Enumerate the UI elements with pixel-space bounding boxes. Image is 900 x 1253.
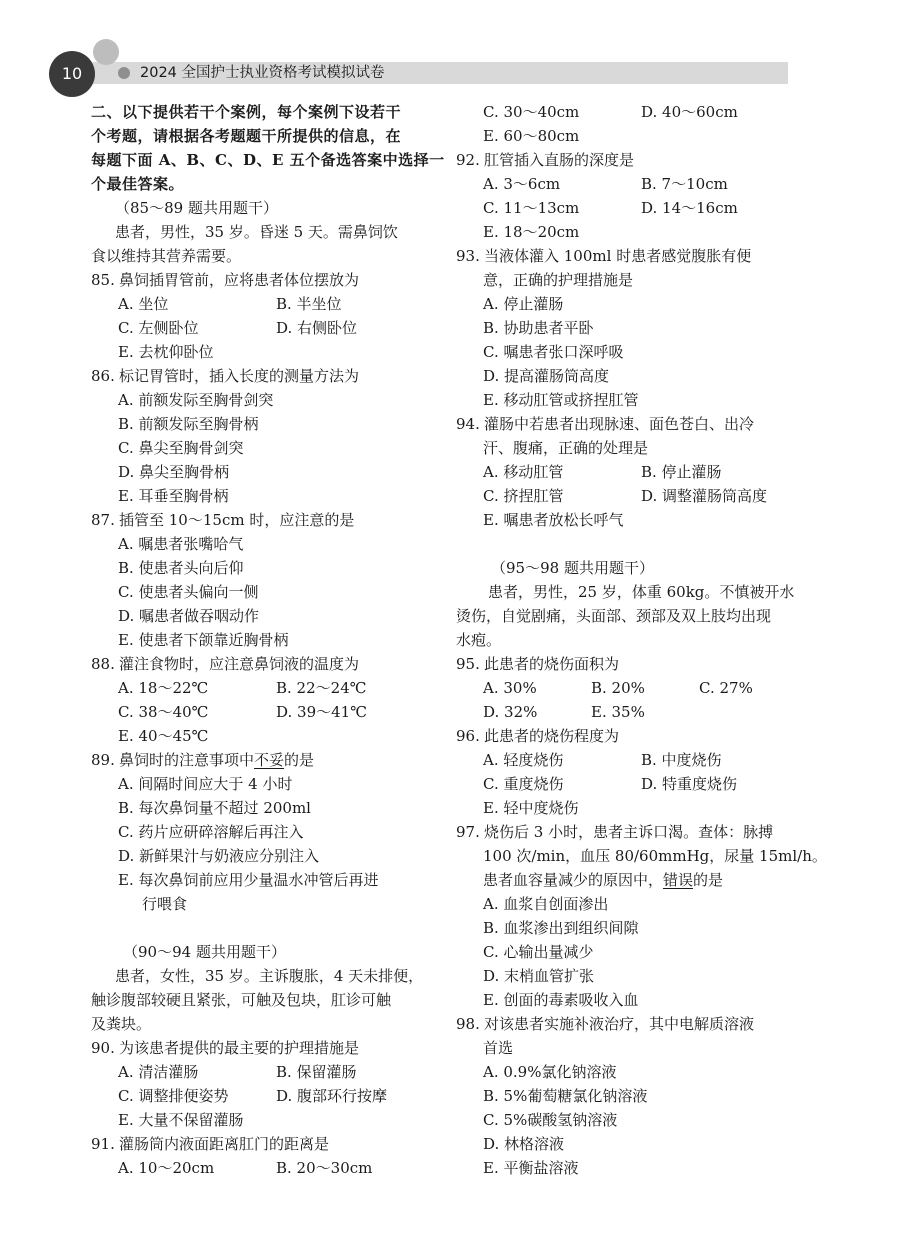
- question-number: 92.: [456, 151, 480, 169]
- option-d[interactable]: D. 特重度烧伤: [641, 775, 738, 793]
- option-a[interactable]: A. 3～6cm: [483, 175, 561, 193]
- option-e[interactable]: E. 嘱患者放松长呼气: [483, 511, 624, 529]
- option-e[interactable]: E. 每次鼻饲前应用少量温水冲管后再进: [118, 871, 379, 889]
- option-c[interactable]: C. 调整排便姿势: [118, 1087, 229, 1105]
- option-d[interactable]: D. 末梢血管扩张: [483, 967, 595, 985]
- question-stem-continued: 汗、腹痛，正确的处理是: [483, 439, 649, 457]
- option-d[interactable]: D. 新鲜果汁与奶液应分别注入: [118, 847, 320, 865]
- case-stem-line: 患者，男性，25 岁，体重 60kg。不慎被开水: [488, 583, 795, 601]
- option-a[interactable]: A. 血浆自创面渗出: [483, 895, 609, 913]
- option-c[interactable]: C. 挤捏肛管: [483, 487, 564, 505]
- question-93: [456, 244, 823, 268]
- question-85: [91, 268, 426, 292]
- question-stem-end: 的是: [693, 871, 724, 889]
- header-decor-circle: [93, 39, 119, 65]
- option-e-continued: 行喂食: [142, 895, 188, 913]
- option-b[interactable]: B. 5%葡萄糖氯化钠溶液: [483, 1087, 648, 1105]
- options-row: [91, 340, 426, 364]
- option-a[interactable]: A. 前额发际至胸骨剑突: [118, 391, 274, 409]
- question-number: 91.: [91, 1135, 115, 1153]
- option-e[interactable]: E. 耳垂至胸骨柄: [118, 487, 229, 505]
- question-stem-continued: 意，正确的护理措施是: [483, 271, 634, 289]
- option-d[interactable]: D. 39～41℃: [276, 703, 367, 721]
- negation-emphasis: 不妥: [254, 751, 285, 769]
- option-a[interactable]: A. 30%: [483, 679, 537, 697]
- option-e[interactable]: E. 18～20cm: [483, 223, 580, 241]
- option-c[interactable]: C. 左侧卧位: [118, 319, 199, 337]
- options-row: [91, 676, 426, 700]
- case-stem-line: 及粪块。: [91, 1015, 152, 1033]
- negation-emphasis: 错误: [663, 871, 694, 889]
- spacer: [91, 916, 426, 940]
- question-stem: 当液体灌入 100ml 时患者感觉腹胀有便: [484, 247, 752, 265]
- options-row: [483, 100, 823, 124]
- section-title-line: 个最佳答案。: [91, 175, 185, 193]
- question-number: 90.: [91, 1039, 115, 1057]
- question-stem-continued: [483, 868, 823, 892]
- question-number: 94.: [456, 415, 480, 433]
- option-d[interactable]: D. 林格溶液: [483, 1135, 565, 1153]
- case-stem-line: 触诊腹部较硬且紧张，可触及包块，肛诊可触: [91, 991, 392, 1009]
- question-stem-end: 的是: [284, 751, 315, 769]
- option-c[interactable]: C. 药片应研碎溶解后再注入: [118, 823, 304, 841]
- question-91: [91, 1132, 426, 1156]
- case-group-label: （85～89 题共用题干）: [115, 199, 278, 217]
- option-c[interactable]: C. 27%: [699, 679, 753, 697]
- question-stem-continued: 首选: [483, 1039, 514, 1057]
- left-column: [91, 100, 445, 1180]
- option-c[interactable]: C. 嘱患者张口深呼吸: [483, 343, 624, 361]
- options-row: [91, 1156, 426, 1180]
- case-stem-line: 食以维持其营养需要。: [91, 247, 242, 265]
- options-row: [483, 676, 823, 700]
- case-group-label: （95～98 题共用题干）: [491, 559, 654, 577]
- question-stem-continued: 100 次/min，血压 80/60mmHg，尿量 15ml/h。: [483, 847, 827, 865]
- option-a[interactable]: A. 坐位: [118, 295, 169, 313]
- header-bullet: [118, 67, 130, 79]
- question-stem: 对该患者实施补液治疗，其中电解质溶液: [484, 1015, 755, 1033]
- question-number: 93.: [456, 247, 480, 265]
- question-number: 98.: [456, 1015, 480, 1033]
- question-stem: 鼻饲插胃管前，应将患者体位摆放为: [119, 271, 360, 289]
- option-b[interactable]: B. 7～10cm: [641, 175, 728, 193]
- option-e[interactable]: E. 35%: [591, 703, 645, 721]
- question-number: 89.: [91, 751, 115, 769]
- options-row: [483, 460, 823, 484]
- question-stem: 灌肠筒内液面距离肛门的距离是: [119, 1135, 330, 1153]
- question-stem: 此患者的烧伤面积为: [484, 655, 620, 673]
- option-d[interactable]: D. 40～60cm: [641, 103, 738, 121]
- spacer: [483, 532, 823, 556]
- question-stem: 标记胃管时，插入长度的测量方法为: [119, 367, 360, 385]
- option-b[interactable]: B. 20～30cm: [276, 1159, 373, 1177]
- question-stem: 肛管插入直肠的深度是: [484, 151, 635, 169]
- option-c[interactable]: C. 30～40cm: [483, 103, 580, 121]
- option-d[interactable]: D. 提高灌肠筒高度: [483, 367, 610, 385]
- option-e[interactable]: E. 轻中度烧伤: [483, 799, 579, 817]
- question-number: 88.: [91, 655, 115, 673]
- question-stem: 鼻饲时的注意事项中: [119, 751, 255, 769]
- question-92: [456, 148, 823, 172]
- options-row: [91, 700, 426, 724]
- question-stem: 此患者的烧伤程度为: [484, 727, 620, 745]
- right-column: [456, 100, 827, 1180]
- option-a[interactable]: A. 0.9%氯化钠溶液: [483, 1063, 617, 1081]
- option-b[interactable]: B. 22～24℃: [276, 679, 367, 697]
- question-stem: 烧伤后 3 小时，患者主诉口渴。查体：脉搏: [484, 823, 774, 841]
- section-title-line: 个考题，请根据各考题题干所提供的信息，在: [91, 127, 402, 145]
- option-e[interactable]: E. 60～80cm: [483, 127, 580, 145]
- option-e[interactable]: E. 大量不保留灌肠: [118, 1111, 244, 1129]
- option-b[interactable]: B. 每次鼻饲量不超过 200ml: [118, 799, 311, 817]
- options-row: [91, 316, 426, 340]
- option-e[interactable]: E. 使患者下颌靠近胸骨柄: [118, 631, 289, 649]
- options-row: [483, 484, 823, 508]
- question-stem: 插管至 10～15cm 时，应注意的是: [119, 511, 355, 529]
- question-98: [456, 1012, 823, 1036]
- option-c[interactable]: C. 重度烧伤: [483, 775, 564, 793]
- option-c[interactable]: C. 使患者头偏向一侧: [118, 583, 259, 601]
- question-number: 96.: [456, 727, 480, 745]
- options-row: [483, 748, 823, 772]
- question-86: [91, 364, 426, 388]
- option-d[interactable]: D. 14～16cm: [641, 199, 738, 217]
- option-c[interactable]: C. 5%碳酸氢钠溶液: [483, 1111, 618, 1129]
- option-e[interactable]: E. 去枕仰卧位: [118, 343, 214, 361]
- option-d[interactable]: D. 嘱患者做吞咽动作: [118, 607, 260, 625]
- options-row: [483, 772, 823, 796]
- case-stem-line: 烫伤，自觉剧痛，头面部、颈部及双上肢均出现: [456, 607, 772, 625]
- section-title-line: 二、以下提供若干个案例，每个案例下设若干: [91, 103, 402, 121]
- case-stem-line: 水疱。: [456, 631, 502, 649]
- question-stem-part: 患者血容量减少的原因中，: [483, 871, 664, 889]
- options-row: [91, 1108, 426, 1132]
- option-c[interactable]: C. 38～40℃: [118, 703, 209, 721]
- option-d[interactable]: D. 右侧卧位: [276, 319, 358, 337]
- option-a[interactable]: A. 18～22℃: [118, 679, 209, 697]
- question-stem: 灌注食物时，应注意鼻饲液的温度为: [119, 655, 360, 673]
- options-row: [91, 292, 426, 316]
- options-row: [91, 1060, 426, 1084]
- question-96: [456, 724, 823, 748]
- option-b[interactable]: B. 保留灌肠: [276, 1063, 357, 1081]
- option-e[interactable]: E. 平衡盐溶液: [483, 1159, 579, 1177]
- case-group-label: （90～94 题共用题干）: [123, 943, 286, 961]
- question-number: 86.: [91, 367, 115, 385]
- option-a[interactable]: A. 间隔时间应大于 4 小时: [118, 775, 293, 793]
- case-stem-line: 患者，男性，35 岁。昏迷 5 天。需鼻饲饮: [115, 223, 398, 241]
- question-95: [456, 652, 823, 676]
- option-b[interactable]: B. 血浆渗出到组织间隙: [483, 919, 639, 937]
- option-c[interactable]: C. 11～13cm: [483, 199, 580, 217]
- option-e[interactable]: E. 创面的毒素吸收入血: [483, 991, 639, 1009]
- option-b[interactable]: B. 中度烧伤: [641, 751, 722, 769]
- case-stem-line: 患者，女性，35 岁。主诉腹胀，4 天未排便，: [115, 967, 424, 985]
- question-89: [91, 748, 426, 772]
- question-number: 85.: [91, 271, 115, 289]
- option-e[interactable]: E. 40～45℃: [118, 727, 209, 745]
- option-a[interactable]: A. 停止灌肠: [483, 295, 564, 313]
- option-a[interactable]: A. 移动肛管: [483, 463, 564, 481]
- question-97: [456, 820, 823, 844]
- option-d[interactable]: D. 鼻尖至胸骨柄: [118, 463, 230, 481]
- option-c[interactable]: C. 鼻尖至胸骨剑突: [118, 439, 244, 457]
- options-row: [483, 196, 823, 220]
- option-b[interactable]: B. 20%: [591, 679, 645, 697]
- option-b[interactable]: B. 前额发际至胸骨柄: [118, 415, 259, 433]
- option-b[interactable]: B. 协助患者平卧: [483, 319, 594, 337]
- question-stem: 为该患者提供的最主要的护理措施是: [119, 1039, 360, 1057]
- options-row: [483, 172, 823, 196]
- question-90: [91, 1036, 426, 1060]
- options-row: [91, 724, 426, 748]
- option-c[interactable]: C. 心输出量减少: [483, 943, 594, 961]
- option-a[interactable]: A. 清洁灌肠: [118, 1063, 199, 1081]
- question-stem: 灌肠中若患者出现脉速、面色苍白、出冷: [484, 415, 755, 433]
- option-a[interactable]: A. 轻度烧伤: [483, 751, 564, 769]
- option-d[interactable]: D. 32%: [483, 703, 538, 721]
- option-a[interactable]: A. 嘱患者张嘴哈气: [118, 535, 244, 553]
- question-87: [91, 508, 426, 532]
- question-number: 87.: [91, 511, 115, 529]
- section-title-line: 每题下面 A、B、C、D、E 五个备选答案中选择一: [91, 151, 445, 169]
- option-b[interactable]: B. 停止灌肠: [641, 463, 722, 481]
- option-a[interactable]: A. 10～20cm: [118, 1159, 215, 1177]
- option-b[interactable]: B. 使患者头向后仰: [118, 559, 244, 577]
- question-94: [456, 412, 823, 436]
- option-e[interactable]: E. 移动肛管或挤捏肛管: [483, 391, 639, 409]
- options-row: [91, 1084, 426, 1108]
- options-row: [483, 700, 823, 724]
- question-number: 97.: [456, 823, 480, 841]
- option-d[interactable]: D. 调整灌肠筒高度: [641, 487, 768, 505]
- header-title: 2024 全国护士执业资格考试模拟试卷: [140, 65, 385, 81]
- question-88: [91, 652, 426, 676]
- option-b[interactable]: B. 半坐位: [276, 295, 342, 313]
- option-d[interactable]: D. 腹部环行按摩: [276, 1087, 388, 1105]
- question-number: 95.: [456, 655, 480, 673]
- page-number: 10: [61, 64, 83, 83]
